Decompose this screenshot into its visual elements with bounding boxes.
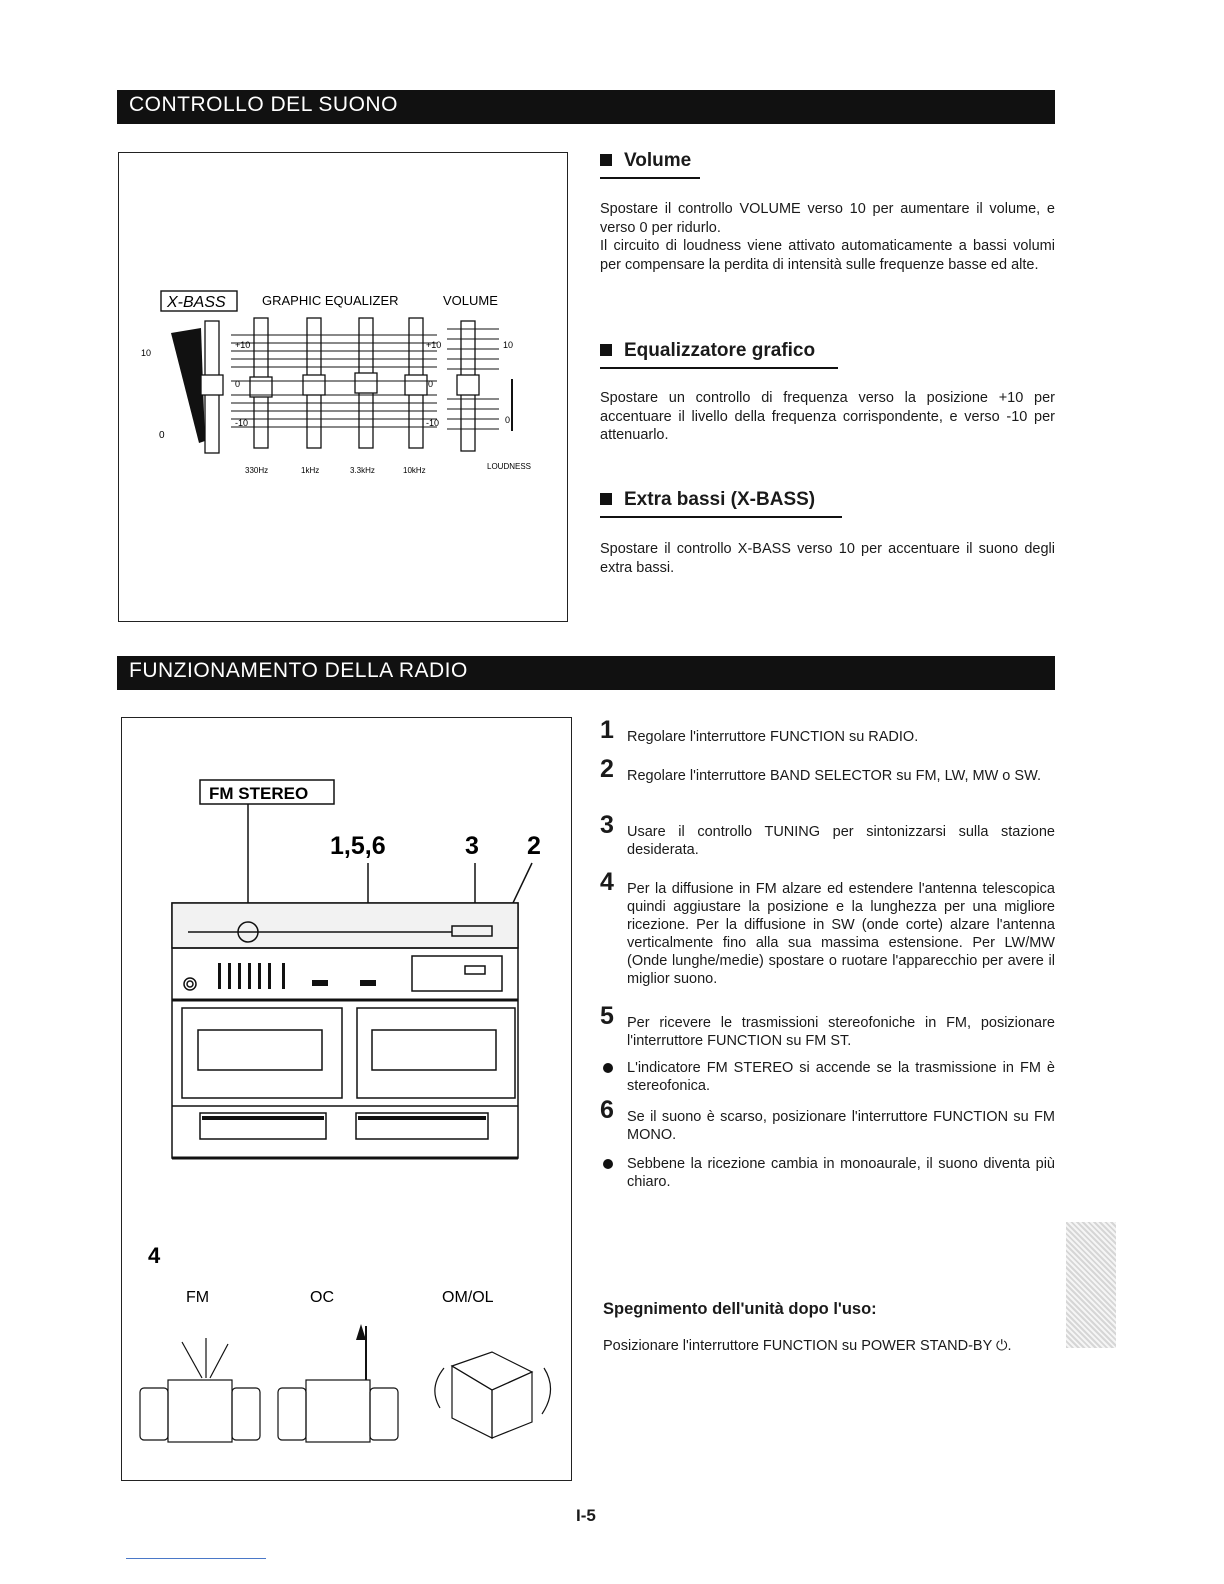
equalizer-heading: Equalizzatore grafico	[600, 340, 838, 369]
step-note-fm-stereo: L'indicatore FM STEREO si accende se la trasmissione in FM è stereofonica.	[600, 1059, 1055, 1095]
equalizer-text: Spostare un controllo di frequenza verso la posizione +10 per accentuare il livello della frequenza corrispondente, e verso -10 per attenuarlo.	[600, 390, 1055, 443]
eq-zero-label-right: 0	[428, 379, 434, 389]
page-edge-tab	[1066, 1222, 1116, 1348]
eq-plus10-label-right: +10	[426, 340, 442, 350]
bullet-square-icon	[600, 154, 612, 166]
freq-3-3khz: 3.3kHz	[350, 466, 375, 475]
loudness-label: LOUDNESS	[487, 462, 532, 471]
xbass-level-wedge	[171, 328, 205, 443]
step-4: 4 Per la diffusione in FM alzare ed estendere l'antenna telescopica quindi aggiustare la posizione e la lunghezza per una migliore ricezione. Per la diffusione in SW (onde corte) alzare l'antenna verticalmente fino alla sua massima estensione. Per LW/MW (Onde lunghe/medie) spostare o ruotare l'apparecchio per avere il miglior suono.	[600, 868, 1055, 987]
section-title: FUNZIONAMENTO DELLA RADIO	[129, 659, 468, 682]
shutdown-heading: Spegnimento dell'unità dopo l'uso:	[603, 1300, 877, 1318]
section-header-sound	[117, 90, 1055, 124]
step-4-label: 4	[148, 1243, 161, 1268]
bullet-square-icon	[600, 493, 612, 505]
volume-heading: Volume	[600, 150, 700, 179]
bullet-square-icon	[600, 344, 612, 356]
eq-plus10-label: +10	[235, 340, 251, 350]
callout-2: 2	[527, 832, 541, 860]
eq-zero-label: 0	[235, 379, 241, 389]
equalizer-illustration	[119, 153, 567, 621]
page-number: I-5	[576, 1506, 596, 1525]
step-5: 5 Per ricevere le trasmissioni stereofoniche in FM, posizionare l'interruttore FUNCTION su FM ST.	[600, 1002, 1055, 1049]
equalizer-figure	[118, 152, 568, 622]
xbass-heading: Extra bassi (X-BASS)	[600, 489, 842, 518]
step-note-mono: Sebbene la ricezione cambia in monoaurale, il suono diventa più chiaro.	[600, 1155, 1055, 1191]
equalizer-label: GRAPHIC EQUALIZER	[262, 293, 399, 308]
bullet-dot-icon	[603, 1159, 613, 1169]
shutdown-text: Posizionare l'interruttore FUNCTION su POWER STAND-BY ⏻.	[603, 1338, 1012, 1354]
xbass-label: X-BASS	[167, 294, 226, 311]
volume-text: Spostare il controllo VOLUME verso 10 per aumentare il volume, e verso 0 per ridurlo. Il circuito di loudness viene attivato automaticamente a bassi volumi per compensare la perdita di intensità sulle frequenze basse ed alte.	[600, 201, 1055, 273]
eq-minus10-label: -10	[235, 418, 249, 428]
oc-label: OC	[310, 1289, 334, 1306]
volume-label: VOLUME	[443, 293, 498, 308]
section-header-radio	[117, 656, 1055, 690]
xbass-scale-0: 0	[159, 430, 165, 441]
freq-1khz: 1kHz	[301, 466, 320, 475]
fm-stereo-label: FM STEREO	[209, 784, 309, 803]
step-6: 6 Se il suono è scarso, posizionare l'interruttore FUNCTION su FM MONO.	[600, 1096, 1055, 1143]
volume-scale-10: 10	[503, 340, 514, 350]
freq-10khz: 10kHz	[403, 466, 426, 475]
radio-figure	[121, 717, 572, 1481]
freq-330hz: 330Hz	[245, 466, 269, 475]
omol-label: OM/OL	[442, 1289, 494, 1306]
bullet-dot-icon	[603, 1063, 613, 1073]
xbass-text: Spostare il controllo X-BASS verso 10 per accentuare il suono degli extra bassi.	[600, 541, 1055, 576]
section-title: CONTROLLO DEL SUONO	[129, 93, 398, 116]
step-3: 3 Usare il controllo TUNING per sintonizzarsi sulla stazione desiderata.	[600, 811, 1055, 858]
step-2: 2 Regolare l'interruttore BAND SELECTOR su FM, LW, MW o SW.	[600, 755, 1041, 784]
callout-3: 3	[465, 832, 479, 860]
xbass-scale-10: 10	[141, 348, 152, 358]
step-1: 1 Regolare l'interruttore FUNCTION su RADIO.	[600, 716, 919, 745]
callout-156: 1,5,6	[330, 832, 386, 860]
radio-illustration	[122, 718, 571, 1480]
fm-label: FM	[186, 1289, 210, 1306]
eq-minus10-label-right: -10	[426, 418, 440, 428]
volume-scale-0: 0	[505, 415, 511, 425]
footer-line	[126, 1558, 266, 1559]
